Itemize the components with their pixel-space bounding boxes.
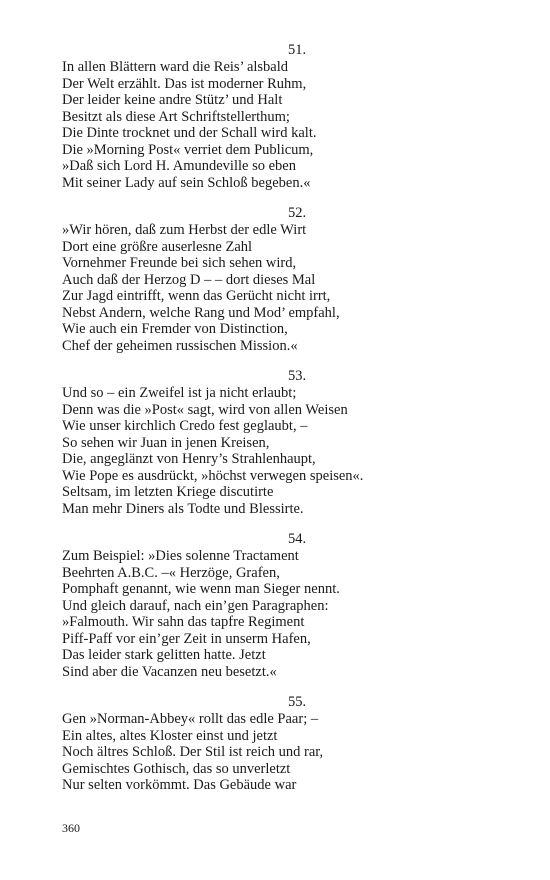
- stanza-number: 53.: [287, 368, 307, 384]
- verse-line: In allen Blättern ward die Reis’ alsbald: [62, 59, 289, 75]
- verse-line: Sind aber die Vacanzen neu besetzt.«: [62, 663, 277, 680]
- verse-line: Wie Pope es ausdrückt, »höchst verwegen speisen«.: [62, 467, 364, 484]
- verse-line: Zum Beispiel: »Dies solenne Tractament: [62, 548, 299, 564]
- verse-line: Mit seiner Lady auf sein Schloß begeben.«: [62, 174, 311, 191]
- verse-line: Wie auch ein Fremder von Distinction,: [62, 321, 288, 337]
- verse-line: Die, angeglänzt von Henry’s Strahlenhaupt,: [62, 451, 316, 467]
- verse-line: Nebst Andern, welche Rang und Mod’ empfahl,: [62, 304, 340, 321]
- verse-line: Besitzt als diese Art Schriftstellerthum;: [62, 108, 290, 125]
- verse-line: Pomphaft genannt, wie wenn man Sieger nennt.: [62, 581, 340, 597]
- verse-line: Und gleich darauf, nach ein’gen Paragraphen:: [62, 597, 329, 614]
- verse-line: Zur Jagd eintrifft, wenn das Gerücht nicht irrt,: [62, 288, 331, 304]
- verse-line: Denn was die »Post« sagt, wird von allen Weisen: [62, 401, 348, 418]
- stanza-number: 51.: [287, 42, 307, 58]
- stanza: [62, 531, 502, 680]
- verse-line: Wie unser kirchlich Credo fest geglaubt, –: [62, 418, 308, 434]
- verse-line: Gen »Norman-Abbey« rollt das edle Paar; –: [62, 711, 319, 727]
- verse-line: Der Welt erzählt. Das ist moderner Ruhm,: [62, 75, 307, 92]
- verse-line: Und so – ein Zweifel ist ja nicht erlaubt;: [62, 385, 297, 401]
- stanza-number: 52.: [287, 205, 307, 221]
- verse-line: »Falmouth. Wir sahn das tapfre Regiment: [62, 614, 305, 630]
- verse-line: Nur selten vorkömmt. Das Gebäude war: [62, 777, 297, 793]
- verse-line: Auch daß der Herzog D – – dort dieses Mal: [62, 271, 316, 288]
- verse-line: So sehen wir Juan in jenen Kreisen,: [62, 434, 270, 451]
- verse-line: Die »Morning Post« verriet dem Publicum,: [62, 141, 314, 158]
- stanza: [62, 205, 502, 354]
- verse-line: Vornehmer Freunde bei sich sehen wird,: [62, 255, 297, 271]
- verse-line: Dort eine größre auserlesne Zahl: [62, 238, 253, 255]
- stanza: [62, 42, 502, 191]
- verse-line: Der leider keine andre Stütz’ und Halt: [62, 92, 283, 108]
- verse-line: Man mehr Diners als Todte und Blessirte.: [62, 500, 304, 517]
- verse-line: Chef der geheimen russischen Mission.«: [62, 337, 298, 354]
- stanza: [62, 694, 502, 794]
- verse-line: Piff-Paff vor ein’ger Zeit in unserm Hafen,: [62, 630, 311, 647]
- page-number: 360: [62, 821, 80, 835]
- verse-line: Noch ältres Schloß. Der Stil ist reich und rar,: [62, 744, 324, 760]
- verse-line: »Wir hören, daß zum Herbst der edle Wirt: [62, 222, 307, 238]
- verse-line: Gemischtes Gothisch, das so unverletzt: [62, 760, 291, 777]
- verse-line: »Daß sich Lord H. Amundeville so eben: [62, 158, 296, 174]
- verse-line: Seltsam, im letzten Kriege discutirte: [62, 484, 274, 500]
- stanza-number: 55.: [287, 694, 307, 710]
- poem-body: [62, 42, 502, 808]
- verse-line: Beehrten A.B.C. –« Herzöge, Grafen,: [62, 564, 280, 581]
- verse-line: Das leider stark gelitten hatte. Jetzt: [62, 647, 266, 663]
- verse-line: Die Dinte trocknet und der Schall wird kalt.: [62, 125, 317, 141]
- verse-line: Ein altes, altes Kloster einst und jetzt: [62, 727, 278, 744]
- stanza-number: 54.: [287, 531, 307, 547]
- stanza: [62, 368, 502, 517]
